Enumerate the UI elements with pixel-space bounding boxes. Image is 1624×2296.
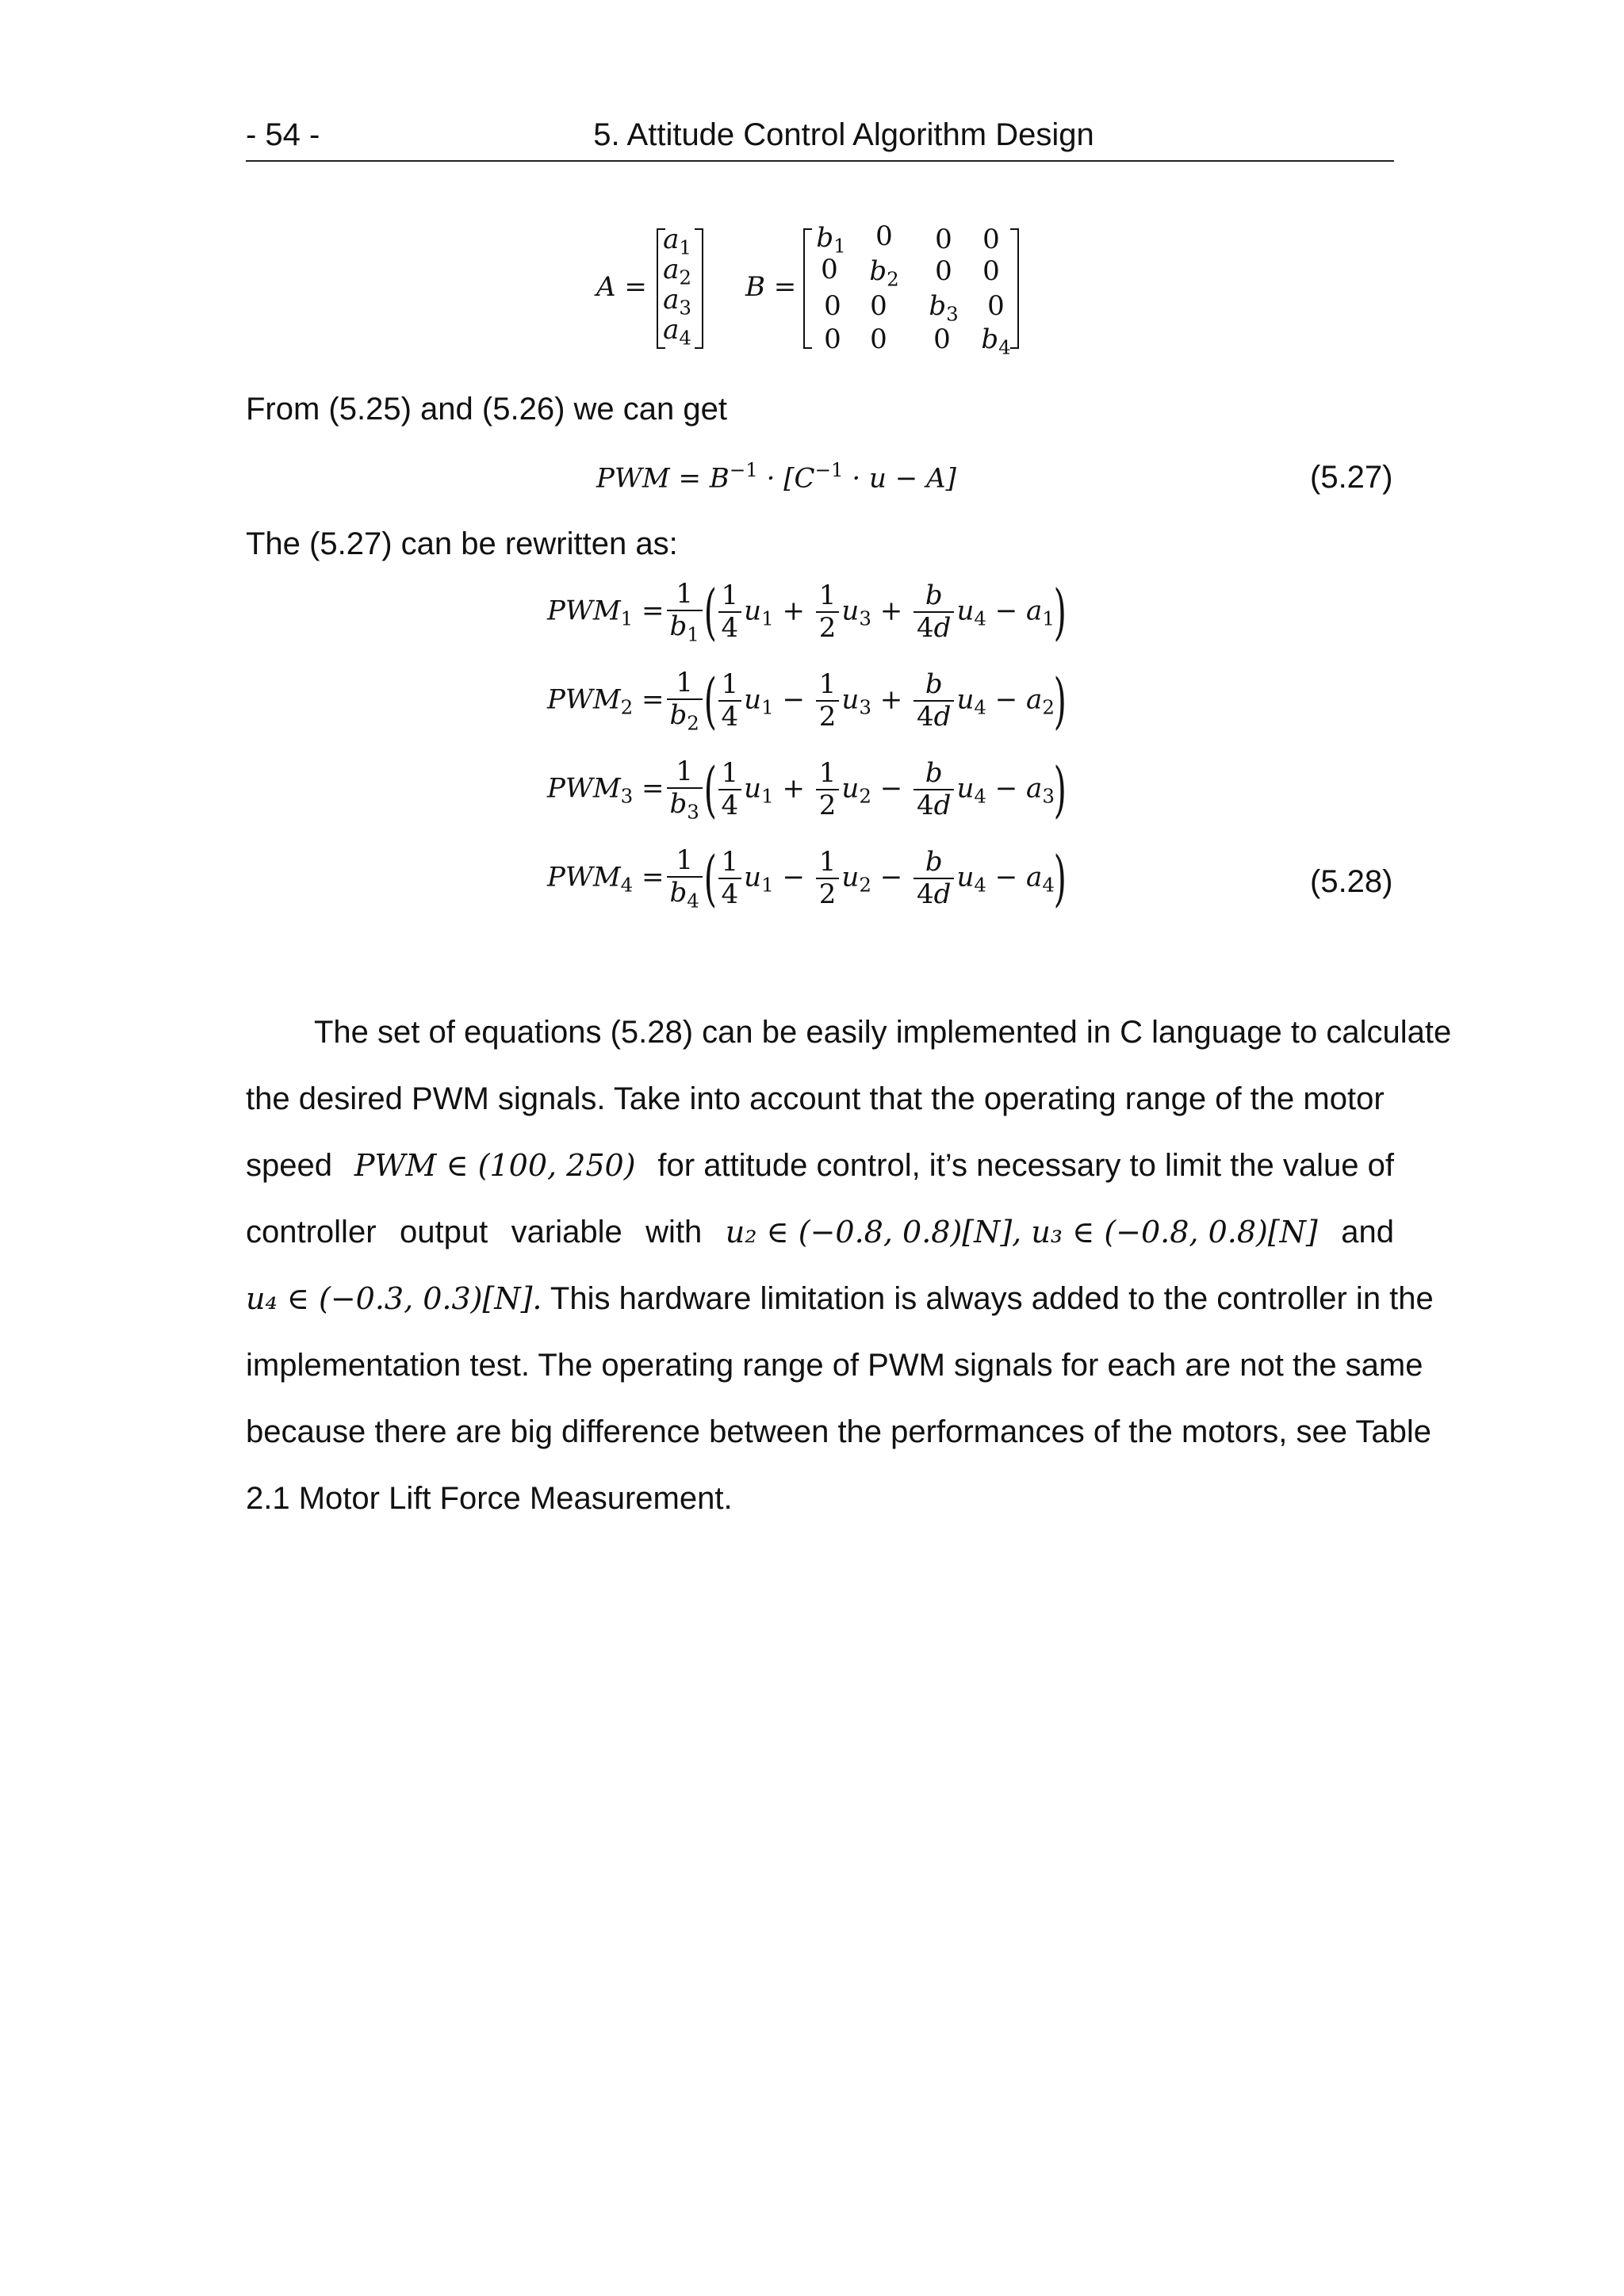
pwm-equation-row: $PWM_2$ = $\frac{1}{b_2}$ ( $\frac{1}{4}$ $u_1$ − $\frac{1}{2}$ $u_3$ + $\frac{b}{4d}$ $u_4 - a_2$) bbox=[547, 665, 1067, 737]
matrix-b-entry: 0 bbox=[870, 290, 887, 322]
matrix-a-entry: $a_4$ bbox=[663, 314, 691, 350]
matrix-b-entry: 0 bbox=[870, 323, 887, 355]
matrix-b-entry: 0 bbox=[824, 290, 841, 322]
equation-number-5-28: (5.28) bbox=[1310, 864, 1393, 899]
matrix-b-entry: 0 bbox=[824, 323, 841, 355]
page-header bbox=[246, 113, 1394, 162]
matrix-a-entry: $a_3$ bbox=[663, 284, 691, 320]
page-number: - 54 - bbox=[246, 117, 320, 152]
matrix-b-entry: 0 bbox=[935, 224, 952, 255]
matrix-b-entry: $b_2$ bbox=[869, 255, 899, 291]
paragraph-line: The set of equations (5.28) can be easily implemented in C language to calculate bbox=[314, 1015, 1452, 1050]
paragraph-line: implementation test. The operating range of PWM signals for each are not the same bbox=[246, 1348, 1423, 1383]
matrix-b-entry: 0 bbox=[935, 255, 952, 287]
matrix-b-label: B = bbox=[745, 271, 797, 303]
matrix-b-entry: $b_1$ bbox=[816, 222, 846, 258]
chapter-title: 5. Attitude Control Algorithm Design bbox=[593, 117, 1094, 152]
matrix-a-label: A = bbox=[596, 271, 647, 303]
matrix-a-entry: $a_1$ bbox=[663, 224, 691, 259]
paragraph-line: 2.1 Motor Lift Force Measurement. bbox=[246, 1481, 733, 1516]
matrix-b-entry: 0 bbox=[982, 255, 1000, 287]
body-text-intro: From (5.25) and (5.26) we can get bbox=[246, 392, 727, 427]
paragraph-line: u₄ ∈ (−0.3, 0.3)[N]. This hardware limitation is always added to the controller in the bbox=[246, 1281, 1434, 1316]
paragraph-line: the desired PWM signals. Take into account that the operating range of the motor bbox=[246, 1081, 1385, 1116]
equation-5-27: PWM = $B^{-1} \cdot [C^{-1} \cdot u - A]$ bbox=[596, 458, 956, 495]
inline-math: u₂ ∈ (−0.8, 0.8)[N], u₃ ∈ (−0.8, 0.8)[N] bbox=[725, 1215, 1318, 1249]
matrix-a-entry: $a_2$ bbox=[663, 254, 691, 289]
paragraph-line: controller output variable with u₂ ∈ (−0.8, 0.8)[N], u₃ ∈ (−0.8, 0.8)[N] and bbox=[246, 1215, 1394, 1249]
matrix-b-entry: $b_3$ bbox=[929, 290, 959, 326]
paragraph-line: speed PWM ∈ (100, 250) for attitude control, it’s necessary to limit the value of bbox=[246, 1148, 1394, 1183]
inline-math: PWM ∈ (100, 250) bbox=[354, 1148, 636, 1183]
body-text-rewritten: The (5.27) can be rewritten as: bbox=[246, 526, 678, 561]
matrix-b-entry: 0 bbox=[982, 224, 1000, 255]
pwm-equation-row: $PWM_3$ = $\frac{1}{b_3}$ ( $\frac{1}{4}$ $u_1$ + $\frac{1}{2}$ $u_2$ − $\frac{b}{4d}$ $u_4 - a_3$) bbox=[547, 754, 1067, 825]
inline-math: u₄ ∈ (−0.3, 0.3)[N]. bbox=[246, 1281, 542, 1316]
equation-number-5-27: (5.27) bbox=[1310, 460, 1393, 495]
paragraph-line: because there are big difference between the performances of the motors, see Table bbox=[246, 1414, 1431, 1449]
matrix-b-entry: 0 bbox=[933, 323, 951, 355]
pwm-equation-row: $PWM_1$ = $\frac{1}{b_1}$ ( $\frac{1}{4}$ $u_1$ + $\frac{1}{2}$ $u_3$ + $\frac{b}{4d}$ $u_4 - a_1$) bbox=[547, 576, 1067, 648]
matrix-b-entry: 0 bbox=[875, 220, 893, 252]
pwm-equation-row: $PWM_4$ = $\frac{1}{b_4}$ ( $\frac{1}{4}$ $u_1$ − $\frac{1}{2}$ $u_2$ − $\frac{b}{4d}$ $u_4 - a_4$) bbox=[547, 843, 1067, 914]
matrix-b-entry: 0 bbox=[987, 290, 1005, 322]
matrix-b-entry: 0 bbox=[821, 254, 838, 285]
matrix-b-entry: $b_4$ bbox=[981, 323, 1011, 359]
